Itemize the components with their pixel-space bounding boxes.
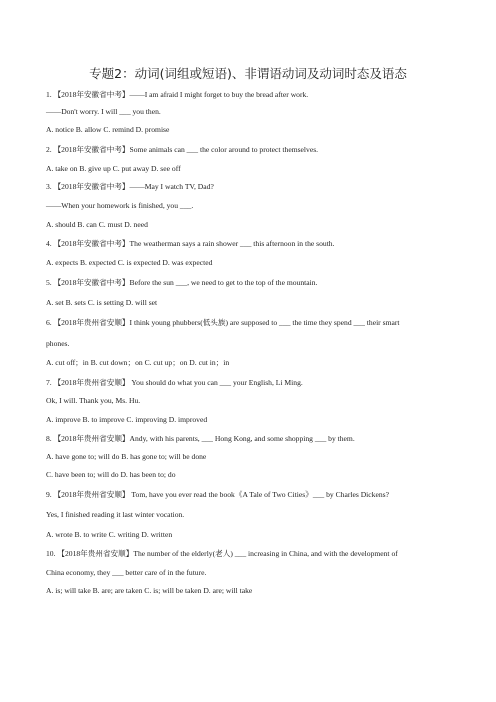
question-line: 9. 【2018年贵州省安顺】 Tom, have you ever read the book《A Tale of Two Cities》___ by Charles Dickens? <box>46 490 389 499</box>
question-line: ——When your homework is finished, you ___. <box>46 201 194 210</box>
answer-options: A. improve B. to improve C. improving D. improved <box>46 415 208 424</box>
answer-options: A. set B. sets C. is setting D. will set <box>46 298 158 307</box>
answer-options: C. have been to; will do D. has been to; do <box>46 470 176 479</box>
answer-options: A. notice B. allow C. remind D. promise <box>46 125 170 134</box>
document-title: 专题2：动词(词组或短语)、非谓语动词及动词时态及语态 <box>89 66 407 81</box>
question-line: ——Don't worry. I will ___ you then. <box>46 107 161 116</box>
question-line: 4. 【2018年安徽省中考】The weatherman says a rain shower ___ this afternoon in the south. <box>46 239 335 248</box>
question-line: 1. 【2018年安徽省中考】——I am afraid I might forget to buy the bread after work. <box>46 90 309 99</box>
question-line: Yes, I finished reading it last winter vocation. <box>46 510 185 519</box>
answer-options: A. take on B. give up C. put away D. see off <box>46 164 181 173</box>
answer-options: A. cut off；in B. cut down；on C. cut up；on D. cut in；in <box>46 358 230 367</box>
question-line: phones. <box>46 339 70 348</box>
question-line: China economy, they ___ better care of in the future. <box>46 568 207 577</box>
question-line: Ok, I will. Thank you, Ms. Hu. <box>46 396 141 405</box>
answer-options: A. should B. can C. must D. need <box>46 220 148 229</box>
answer-options: A. have gone to; will do B. has gone to; will be done <box>46 452 207 461</box>
question-line: 7. 【2018年贵州省安顺】 You should do what you can ___ your English, Li Ming. <box>46 378 303 387</box>
question-line: 6. 【2018年贵州省安顺】I think young phubbers(低头族) are supposed to ___ the time they spend ___ their smart <box>46 318 400 327</box>
question-line: 2. 【2018年安徽省中考】Some animals can ___ the color around to protect themselves. <box>46 145 319 154</box>
question-line: 8. 【2018年贵州省安顺】Andy, with his parents, ___ Hong Kong, and some shopping ___ by them. <box>46 434 355 443</box>
answer-options: A. is; will take B. are; are taken C. is; will be taken D. are; will take <box>46 586 253 595</box>
answer-options: A. expects B. expected C. is expected D. was expected <box>46 258 213 267</box>
question-line: 5. 【2018年安徽省中考】Before the sun ___, we need to get to the top of the mountain. <box>46 278 318 287</box>
question-line: 3. 【2018年安徽省中考】——May I watch TV, Dad? <box>46 182 214 191</box>
question-line: 10. 【2018年贵州省安顺】The number of the elderly(老人) ___ increasing in China, and with the development of <box>46 549 398 558</box>
answer-options: A. wrote B. to write C. writing D. written <box>46 530 173 539</box>
